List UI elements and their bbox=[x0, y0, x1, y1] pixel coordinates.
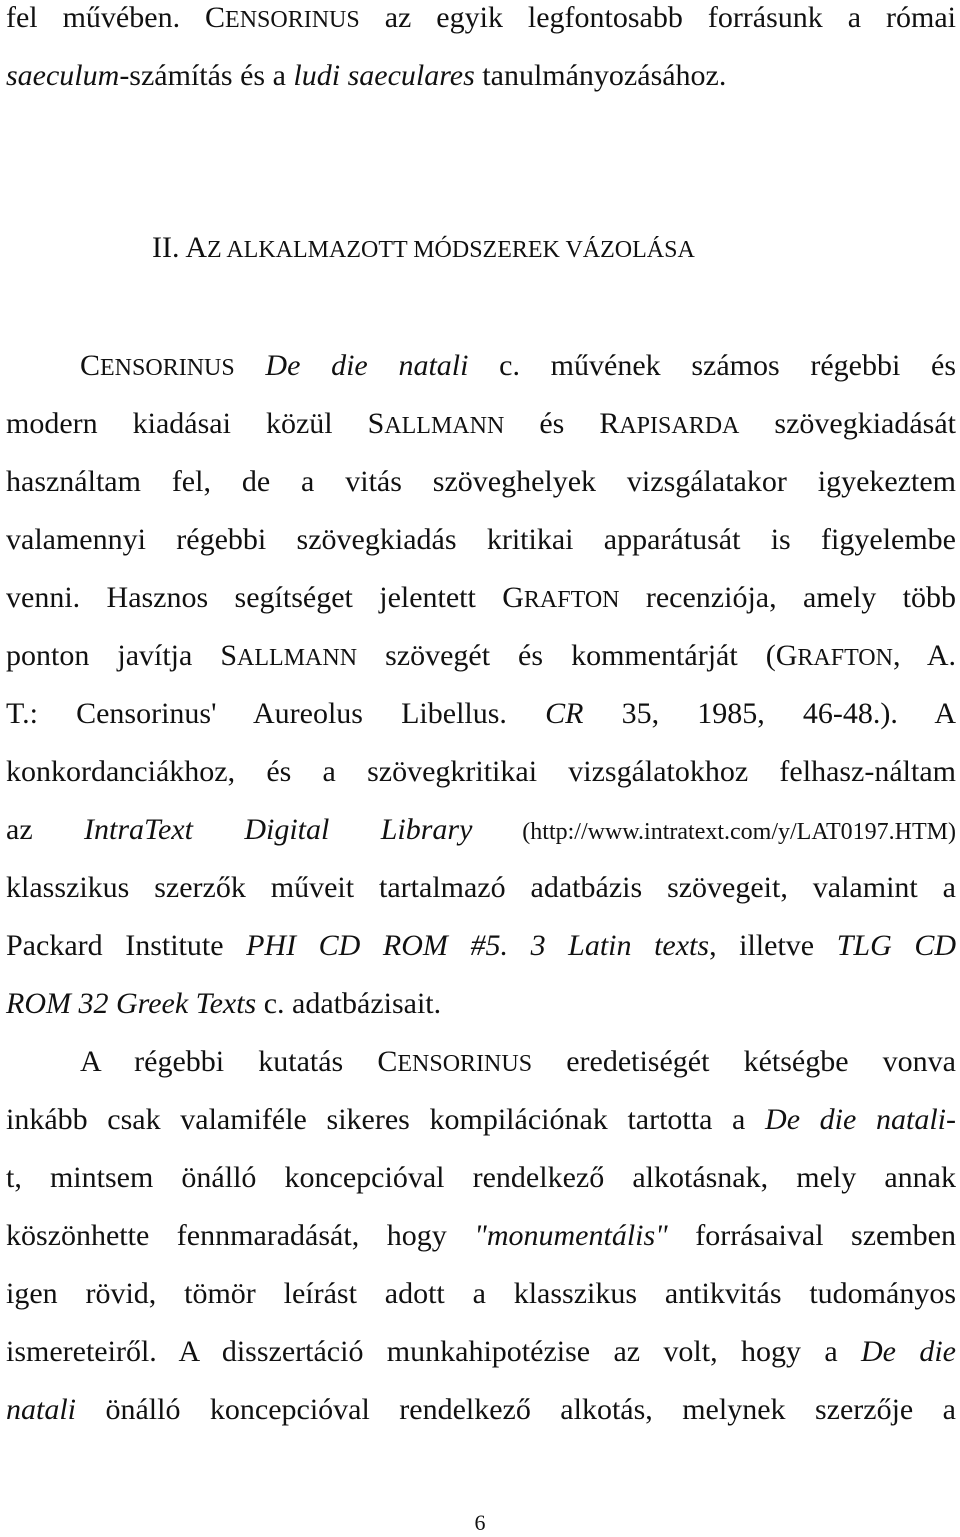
text-line: t, mintsem önálló koncepcióval rendelkező alkotásnak, mely annak bbox=[6, 1161, 956, 1194]
page-number: 6 bbox=[474, 1510, 486, 1535]
text-line: köszönhette fennmaradását, hogy "monumentális" forrásaival szemben bbox=[6, 1219, 957, 1252]
text-line: fel művében. CENSORINUS az egyik legfontosabb forrásunk a római bbox=[6, 1, 956, 34]
text-line: ponton javítja SALLMANN szövegét és kommentárját (GRAFTON, A. bbox=[6, 639, 956, 672]
section-heading: II. AZ ALKALMAZOTT MÓDSZEREK VÁZOLÁSA bbox=[152, 231, 695, 264]
text-line: konkordanciákhoz, és a szövegkritikai vizsgálatokhoz felhasz-náltam bbox=[6, 755, 956, 788]
text-line: ROM 32 Greek Texts c. adatbázisait. bbox=[6, 987, 442, 1020]
text-line: CENSORINUS De die natali c. művének számos régebbi és bbox=[80, 349, 957, 382]
text-line: inkább csak valamiféle sikeres kompilációnak tartotta a De die natali- bbox=[6, 1103, 957, 1136]
text-line: használtam fel, de a vitás szöveghelyek vizsgálatakor igyekeztem bbox=[6, 465, 956, 498]
text-line: igen rövid, tömör leírást adott a klasszikus antikvitás tudományos bbox=[6, 1277, 956, 1310]
text-line: klasszikus szerzők műveit tartalmazó adatbázis szövegeit, valamint a bbox=[6, 871, 956, 904]
text-line: T.: Censorinus' Aureolus Libellus. CR 35, 1985, 46-48.). A bbox=[6, 697, 956, 730]
text-line: A régebbi kutatás CENSORINUS eredetiségét kétségbe vonva bbox=[80, 1045, 956, 1078]
text-line: az IntraText Digital Library (http://www.intratext.com/y/LAT0197.HTM) bbox=[6, 813, 956, 846]
text-line: modern kiadásai közül SALLMANN és RAPISARDA szövegkiadását bbox=[6, 407, 956, 440]
text-line: valamennyi régebbi szövegkiadás kritikai apparátusát is figyelembe bbox=[6, 523, 956, 556]
text-line: venni. Hasznos segítséget jelentett GRAFTON recenziója, amely több bbox=[6, 581, 956, 614]
text-line: Packard Institute PHI CD ROM #5. 3 Latin texts, illetve TLG CD bbox=[6, 929, 956, 962]
text-line: ismereteiről. A disszertáció munkahipotézise az volt, hogy a De die bbox=[6, 1335, 956, 1368]
text-line: saeculum-számítás és a ludi saeculares tanulmányozásához. bbox=[6, 59, 727, 92]
url-text: (http://www.intratext.com/y/LAT0197.HTM) bbox=[472, 819, 956, 845]
text-line: natali önálló koncepcióval rendelkező alkotás, melynek szerzője a bbox=[6, 1393, 956, 1426]
